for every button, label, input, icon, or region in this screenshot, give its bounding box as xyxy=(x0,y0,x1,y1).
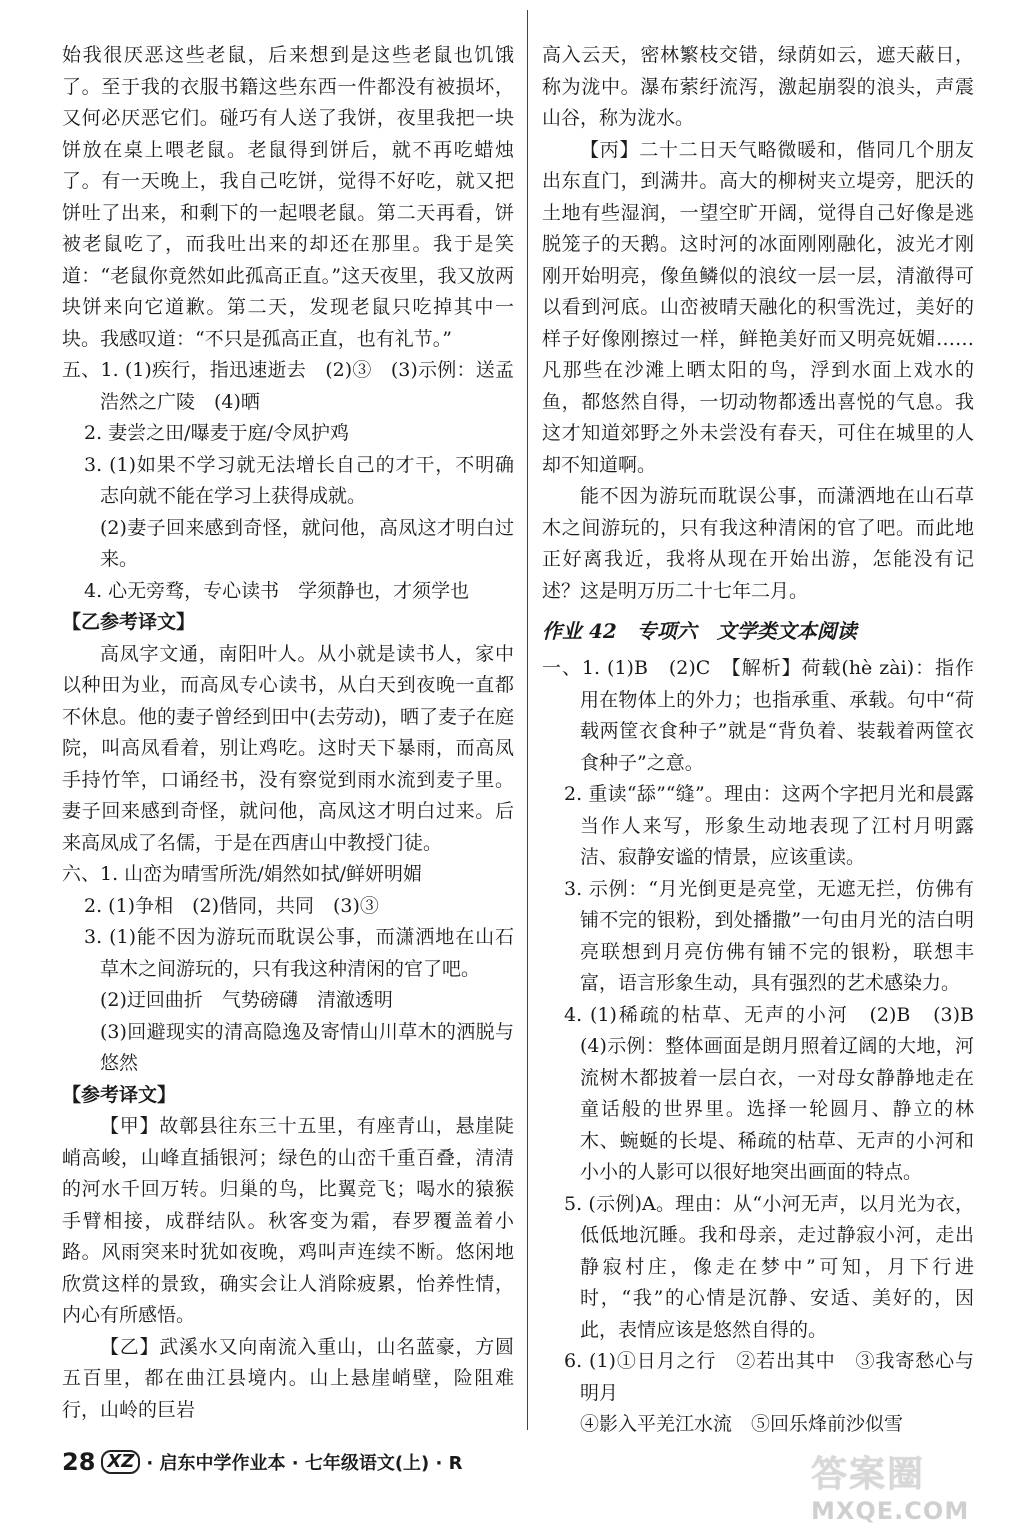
yi-reference-text: 高凤字文通，南阳叶人。从小就是读书人，家中以种田为业，而高凤专心读书，从白天到夜晚一直都不休息。他的妻子曾经到田中(去劳动)，晒了麦子在庭院，叫高凤看着，别让鸡吃。这时天下暴雨，而高凤手持竹竿，口诵经书，没有察觉到雨水流到麦子里。妻子回来感到奇怪，就问他，高凤这才明白过来。后来高凤成了名儒，于是在西唐山中教授门徒。 xyxy=(62,642,514,854)
section-5-q1: 五、1. (1)疾行，指迅速逝去 (2)③ (3)示例：送孟浩然之广陵 (4)晒 xyxy=(62,359,514,413)
section-5-q3b: (2)妻子回来感到奇怪，就问他，高凤这才明白过来。 xyxy=(100,516,514,570)
right-column xyxy=(542,40,994,1441)
page-footer xyxy=(62,1448,463,1476)
hw42-q3: 3. 示例：“月光倒更是亮堂，无遮无拦，仿佛有铺不完的银粉，到处播撒”一句由月光的洁白明亮联想到月亮仿佛有铺不完的银粉，联想丰富，语言形象生动，具有强烈的艺术感染力。 xyxy=(564,877,974,994)
hw42-q5: 5. (示例)A。理由：从“小河无声，以月光为衣，低低地沉睡。我和母亲，走过静寂小河，走出静寂村庄，像走在梦中”可知，月下行进时，“我”的心情是沉静、安适、美好的，因此，表情应该是悠然自得的。 xyxy=(564,1192,974,1341)
homework-42-title: 作业 42 专项六 文学类文本阅读 xyxy=(542,619,857,643)
section-6-q3c: (3)回避现实的清高隐逸及寄情山川草木的洒脱与悠然 xyxy=(100,1020,514,1074)
bing-reference-text-2: 能不因为游玩而耽误公事，而潇洒地在山石草木之间游玩的，只有我这种清闲的官了吧。而此地正好离我近，我将从现在开始出游，怎能没有记述？这是明万历二十七年二月。 xyxy=(542,485,974,602)
hw42-q6a: 6. (1)①日月之行 ②若出其中 ③我寄愁心与明月 xyxy=(564,1350,974,1404)
column-divider xyxy=(527,10,528,1430)
bing-reference-text: 【丙】二十二日天气略微暖和，偕同几个朋友出东直门，到满井。高大的柳树夹立堤旁，肥沃的土地有些湿润，一望空旷开阔，觉得自己好像是逃脱笼子的天鹅。这时河的冰面刚刚融化，波光才刚刚开始明亮，像鱼鳞似的浪纹一层一层，清澈得可以看到河底。山峦被晴天融化的积雪洗过，美好的样子好像刚擦过一样，鲜艳美好而又明亮妩媚……凡那些在沙滩上晒太阳的鸟，浮到水面上戏水的鱼，都悠然自得，一切动物都透出喜悦的气息。我这才知道郊野之外未尝没有春天，可住在城里的人却不知道啊。 xyxy=(542,138,974,476)
section-5-q3a: 3. (1)如果不学习就无法增长自己的才干，不明确志向就不能在学习上获得成就。 xyxy=(84,453,514,507)
jia-reference-text: 【甲】故鄣县往东三十五里，有座青山，悬崖陡峭高峻，山峰直插银河；绿色的山峦千重百叠，清清的河水千回万转。归巢的鸟，比翼竞飞；喝水的猿猴手臂相接，成群结队。秋客变为霜，春罗覆盖着小路。风雨突来时犹如夜晚，鸡叫声连续不断。悠闲地欣赏这样的景致，确实会让人消除疲累，怡养性情，内心有所感悟。 xyxy=(62,1115,514,1326)
page-number: 28 xyxy=(62,1448,96,1476)
yi2-reference-text-left: 【乙】武溪水又向南流入重山，山名蓝豪，方圆五百里，都在曲江县境内。山上悬崖峭壁，险阻难行，山岭的巨岩 xyxy=(62,1335,514,1421)
hw42-q2: 2. 重读“舔”“缝”。理由：这两个字把月光和晨露当作人来写，形象生动地表现了江村月明露洁、寂静安谧的情景，应该重读。 xyxy=(564,783,974,868)
yi-reference-title: 【乙参考译文】 xyxy=(62,611,196,633)
hw42-q6b: ④影入平羌江水流 ⑤回乐烽前沙似雪 xyxy=(580,1413,904,1435)
mouse-story-translation: 始我很厌恶这些老鼠，后来想到是这些老鼠也饥饿了。至于我的衣服书籍这些东西一件都没有被损坏，又何必厌恶它们。碰巧有人送了我饼，夜里我把一块饼放在桌上喂老鼠。老鼠得到饼后，就不再吃蜡烛了。有一天晚上，我自己吃饼，觉得不好吃，就又把饼吐了出来，和剩下的一起喂老鼠。第二天再看，饼被老鼠吃了，而我吐出来的却还在那里。我于是笑道：“老鼠你竟然如此孤高正直。”这天夜里，我又放两块饼来向它道歉。第二天，发现老鼠只吃掉其中一块。我感叹道：“不只是孤高正直，也有礼节。” xyxy=(62,44,514,350)
edition-badge: XZ xyxy=(101,1450,140,1474)
section-6-q3a: 3. (1)能不因为游玩而耽误公事，而潇洒地在山石草木之间游玩的，只有我这种清闲的官了吧。 xyxy=(84,926,514,980)
reference-title: 【参考译文】 xyxy=(62,1083,177,1106)
section-5-q4: 4. 心无旁骛，专心读书 学须静也，才须学也 xyxy=(84,579,470,602)
book-title: · 启东中学作业本 · 七年级语文(上) · R xyxy=(146,1453,463,1474)
section-6-q1: 六、1. 山峦为晴雪所洗/娟然如拭/鲜妍明媚 xyxy=(62,863,422,885)
section-5-q2: 2. 妻尝之田/曝麦于庭/令凤护鸡 xyxy=(84,422,349,444)
watermark-url: MXQE.COM xyxy=(811,1497,970,1525)
watermark-brand: 答案圈 xyxy=(811,1454,926,1495)
watermark-logo xyxy=(811,1446,1011,1526)
yi2-reference-text-right: 高入云天，密林繁枝交错，绿荫如云，遮天蔽日，称为泷中。瀑布萦纡流泻，激起崩裂的浪头，声震山谷，称为泷水。 xyxy=(542,44,974,129)
section-6-q3b: (2)迂回曲折 气势磅礴 清澈透明 xyxy=(100,989,393,1011)
hw42-q4: 4. (1)稀疏的枯草、无声的小河 (2)B (3)B (4)示例：整体画面是朗月照着辽阔的大地，河流树木都披着一层白衣，一对母女静静地走在童话般的世界里。选择一轮圆月、静立的林木、蜿蜒的长堤、稀疏的枯草、无声的小河和小小的人影可以很好地突出画面的特点。 xyxy=(564,1003,994,1183)
hw42-q1: 一、1. (1)B (2)C 【解析】荷载(hè zài)：指作用在物体上的外力；也指承重、承载。句中“荷载两筐衣食种子”就是“背负着、装载着两筐衣食种子”之意。 xyxy=(542,657,974,774)
left-column xyxy=(62,40,514,1426)
section-6-q2: 2. (1)争相 (2)偕同，共同 (3)③ xyxy=(84,894,379,917)
